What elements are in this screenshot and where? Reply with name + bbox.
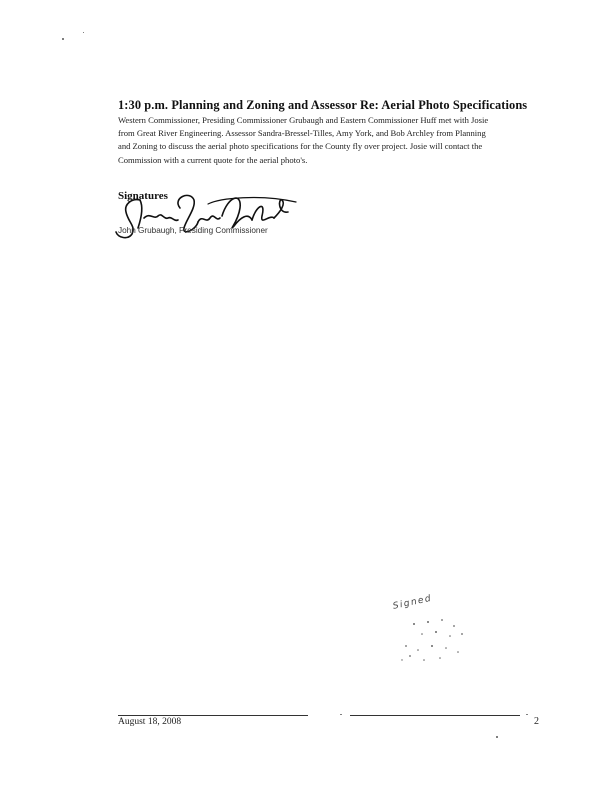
body-line: Commission with a current quote for the aerial photo's. [118, 154, 308, 165]
section-heading: 1:30 p.m. Planning and Zoning and Assessor Re: Aerial Photo Specifications [118, 98, 528, 112]
body-line: and Zoning to discuss the aerial photo specifications for the County fly over project. Josie will contact the [118, 141, 483, 152]
body-line: Western Commissioner, Presiding Commissioner Grubaugh and Eastern Commissioner Huff met with Josie [118, 115, 489, 125]
signed-stamp-text: Signed [392, 593, 434, 612]
scan-speck [340, 714, 342, 715]
signatures-heading: Signatures [118, 190, 168, 202]
scan-speck [526, 714, 528, 715]
footer-rule-right [350, 715, 520, 716]
footer-rule-left [118, 715, 308, 716]
body-line: from Great River Engineering. Assessor Sandra-Bressel-Tilles, Amy York, and Bob Archley from Planning [118, 128, 486, 139]
scan-speck [83, 32, 84, 33]
footer-date: August 18, 2008 [118, 717, 182, 727]
section-body [118, 114, 558, 167]
scan-speck [496, 736, 498, 738]
scan-speck [62, 38, 64, 40]
page-number: 2 [534, 716, 539, 727]
signer-name-line: John Grubaugh, Presiding Commissioner [118, 226, 268, 235]
